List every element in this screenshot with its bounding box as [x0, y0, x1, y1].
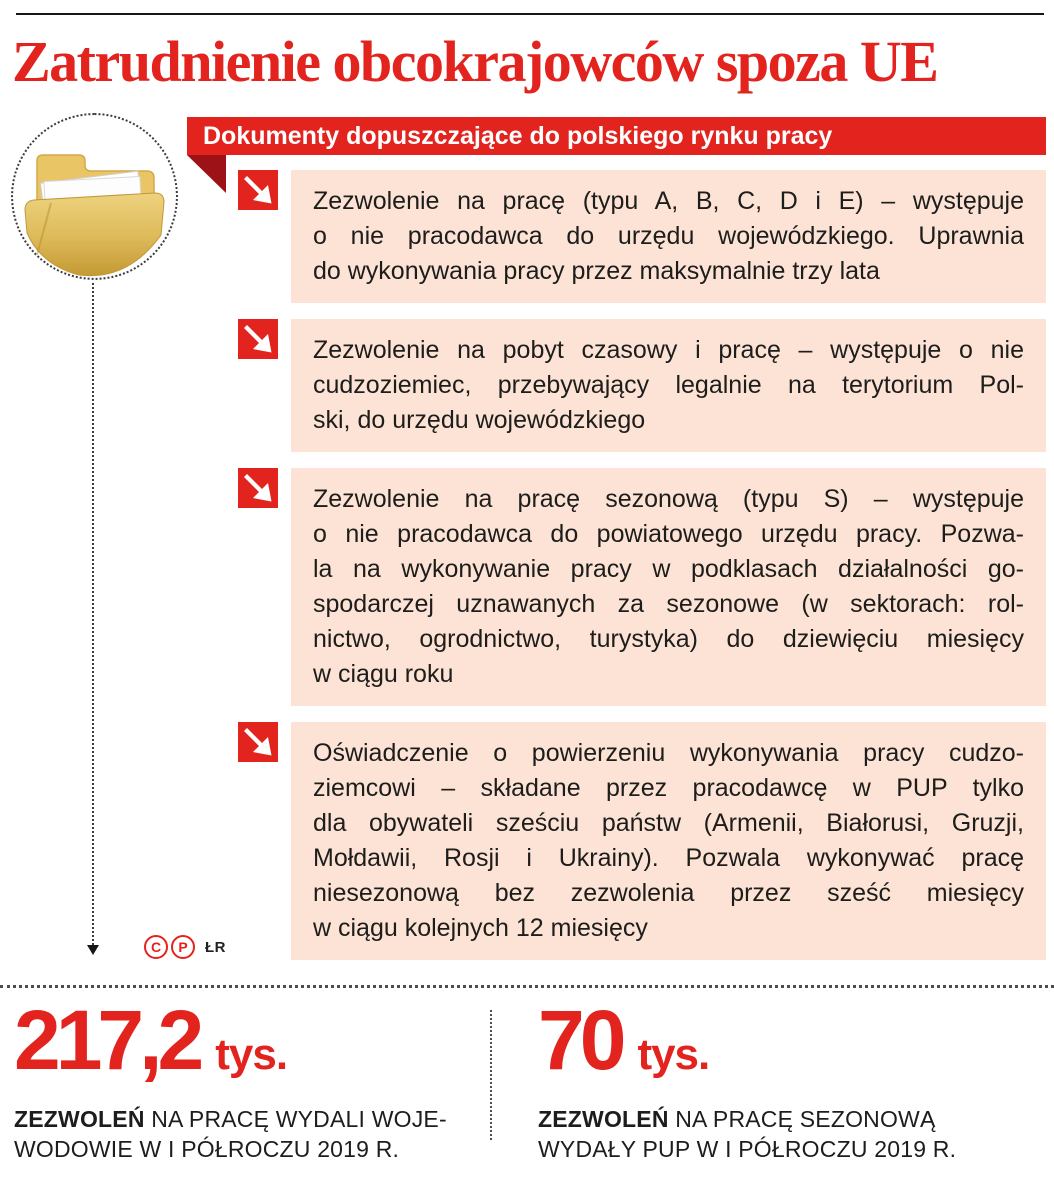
document-item-line: o nie pracodawca do urzędu wojewódzkiego. Uprawnia [313, 222, 1024, 250]
document-item [238, 319, 1046, 452]
copyright-icon: C [144, 935, 168, 959]
stat-work-permits [14, 993, 480, 1164]
document-item-line: niesezonową bez zezwolenia przez sześć miesięcy [313, 879, 1024, 907]
document-item-line: Zezwolenie na pracę (typu A, B, C, D i E) – występuje [313, 187, 1024, 215]
stat-value: 217,2 [14, 993, 200, 1087]
document-item-line: spodarczej uznawanych za sezonowe (w sektorach: rol- [313, 590, 1024, 618]
document-item-line: ziemcowi – składane przez pracodawcę w PUP tylko [313, 774, 1024, 802]
document-item-line: nictwo, ogrodnictwo, turystyka) do dziewięciu miesięcy [313, 625, 1024, 653]
stat-caption-line2: WODOWIE W I PÓŁROCZU 2019 R. [14, 1136, 400, 1162]
document-item-line: cudzoziemiec, przebywający legalnie na terytorium Pol- [313, 371, 1024, 399]
document-item-line: do wykonywania pracy przez maksymalnie trzy lata [313, 257, 880, 285]
page-title: Zatrudnienie obcokrajowców spoza UE [12, 29, 938, 94]
stat-value: 70 [538, 993, 622, 1087]
folder-graphic [13, 115, 176, 278]
document-item-line: o nie pracodawca do powiatowego urzędu pracy. Pozwa- [313, 520, 1024, 548]
section-header: Dokumenty dopuszczające do polskiego rynku pracy [187, 117, 1046, 155]
stat-unit: tys. [637, 1030, 710, 1079]
document-item-line: dla obywateli sześciu państw (Armenii, Białorusi, Gruzji, [313, 809, 1024, 837]
header-fold-notch [187, 155, 226, 193]
stat-caption-line2: WYDAŁY PUP W I PÓŁROCZU 2019 R. [538, 1136, 957, 1162]
document-item [238, 468, 1046, 706]
document-item [238, 170, 1046, 303]
dotted-connector-line [92, 283, 94, 945]
dotted-separator [0, 985, 1054, 988]
document-item-line: Oświadczenie o powierzeniu wykonywania pracy cudzo- [313, 739, 1024, 767]
stat-caption-bold: ZEZWOLEŃ [14, 1106, 145, 1132]
stat-caption-line1: NA PRACĘ SEZONOWĄ [668, 1106, 936, 1132]
document-list [238, 170, 1046, 960]
top-rule [16, 13, 1044, 15]
document-item-text [291, 170, 1046, 303]
credit-mark [144, 935, 226, 959]
author-initials: ŁR [205, 938, 226, 956]
document-item-line: w ciągu roku [313, 660, 454, 688]
document-item-text [291, 722, 1046, 960]
arrow-down-icon [87, 945, 99, 955]
document-item [238, 722, 1046, 960]
published-icon: P [171, 935, 195, 959]
arrow-down-right-icon [238, 319, 278, 359]
stat-caption-bold: ZEZWOLEŃ [538, 1106, 669, 1132]
stats-divider [490, 1010, 492, 1140]
stat-seasonal-permits [538, 993, 1044, 1164]
arrow-down-right-icon [238, 468, 278, 508]
document-item-line: la na wykonywanie pracy w podklasach działalności go- [313, 555, 1024, 583]
document-item-text [291, 468, 1046, 706]
document-item-line: w ciągu kolejnych 12 miesięcy [313, 914, 648, 942]
stat-caption-line1: NA PRACĘ WYDALI WOJE- [144, 1106, 447, 1132]
folder-icon [11, 113, 178, 280]
document-item-line: ski, do urzędu wojewódzkiego [313, 406, 646, 434]
stat-caption [14, 1104, 480, 1164]
arrow-down-right-icon [238, 170, 278, 210]
stat-caption [538, 1104, 1044, 1164]
document-item-line: Mołdawii, Rosji i Ukrainy). Pozwala wykonywać pracę [313, 844, 1024, 872]
arrow-down-right-icon [238, 722, 278, 762]
document-item-text [291, 319, 1046, 452]
document-item-line: Zezwolenie na pobyt czasowy i pracę – występuje o nie [313, 336, 1024, 364]
stat-unit: tys. [215, 1030, 288, 1079]
document-item-line: Zezwolenie na pracę sezonową (typu S) – występuje [313, 485, 1024, 513]
